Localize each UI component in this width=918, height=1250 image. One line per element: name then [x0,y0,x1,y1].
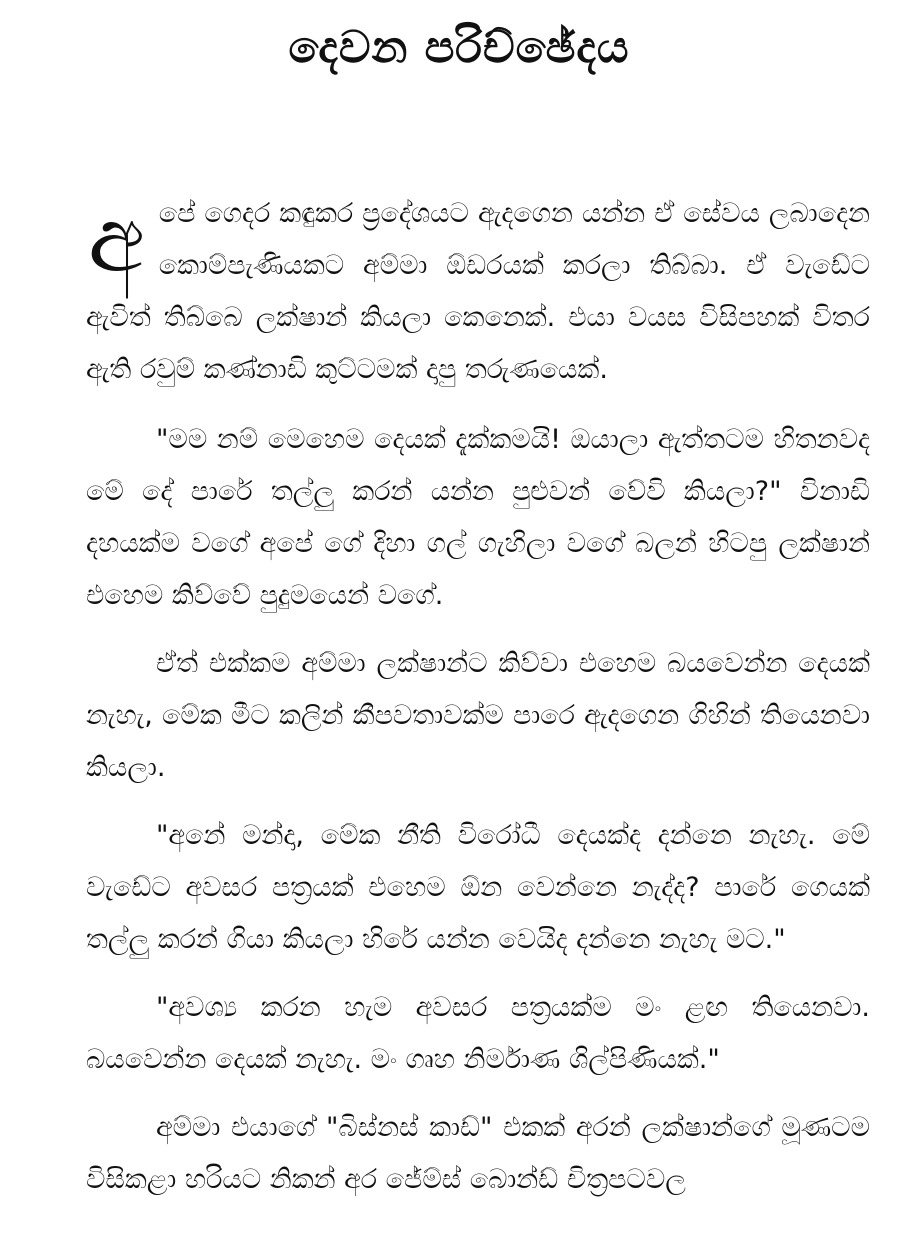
paragraph [86,1102,870,1206]
paragraph-text: "මම නම් මෙහෙම දෙයක් දැක්කමයි! ඔයාලා ඇත්තටම හිතනවද මේ දේ පාරේ තල්ලු කරන් යන්න පුළුවන් වේවි කියලා?" විනාඩි දහයක්ම වගේ අපේ ගේ දිහා ගල් ගැහිලා වගේ බලන් හිටපු ලක්ෂාන් එහෙම කිව්වේ පුදුමයෙන් වගේ. [86,424,870,611]
paragraph [86,810,870,966]
drop-cap: අ [88,186,145,293]
paragraph-text: අම්මා එයාගේ "බිස්නස් කාඩ්" එකක් අරන් ලක්ෂාන්ගේ මූණටම විසිකළා හරියට නිකන් අර ජේම්ස් බොන්ඩ් චිත්‍රපටවල [86,1112,870,1195]
paragraph-text: පේ ගෙදර කඳුකර ප්‍රදේශයට ඇදගෙන යන්න ඒ සේවය ලබාදෙන කොම්පැණියකට අම්මා ඕඩරයක් කරලා තිබ්බා. ඒ වැඩේට ඇවිත් තිබ්බෙ ලක්ෂාන් කියලා කෙනෙක්. එයා වයස විසිපහක් විතර ඇති රවුම් කණ්නාඩි කුට්ටමක් දාපු තරුණයෙක්. [86,198,870,385]
paragraph-text: "අවශ්‍ය කරන හැම අවසර පත්‍රයක්ම මං ළඟ තියෙනවා. බයවෙන්න දෙයක් නැහැ. මං ගෘහ නිර්මාණ ශිල්පිණියක්." [86,992,870,1075]
chapter-body [86,188,870,1222]
paragraph [86,188,870,396]
paragraph [86,982,870,1086]
chapter-title: දෙවන පරිච්ඡේදය [288,22,630,73]
paragraph-text: ඒත් එක්කම අම්මා ලක්ෂාන්ට කිව්වා එහෙම බයවෙන්න දෙයක් නැහැ, මේක මීට කලින් කීපවතාවක්ම පාරෙ ඇදගෙන ගිහින් තියෙනවා කියලා. [86,648,870,783]
paragraph-text: "අනේ මන්දා, මේක නීති විරෝධී දෙයක්ද දන්නෙ නැහැ. මේ වැඩේට අවසර පත්‍රයක් එහෙම ඕන වෙන්නෙ නැද්ද? පාරේ ගෙයක් තල්ලු කරන් ගියා කියලා හිරේ යන්න වෙයිද දන්නෙ නැහැ මට." [86,820,870,955]
paragraph [86,638,870,794]
paragraph [86,414,870,622]
